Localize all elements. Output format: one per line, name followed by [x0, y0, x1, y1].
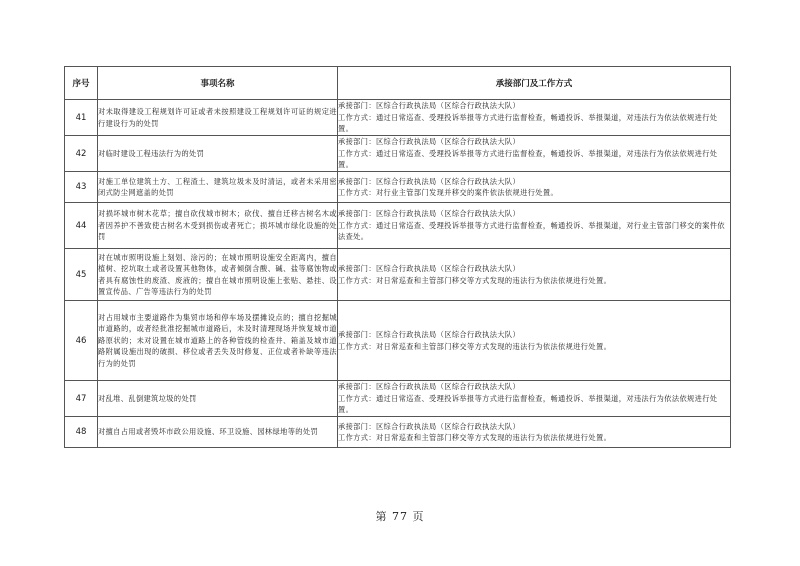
matter-name: 对损坏城市树木花草；擅自砍伐城市树木；砍伐、擅自迁移古树名木或者因养护不善致使古树名木受到损伤或者死亡；损坏城市绿化设施的处罚 — [98, 203, 338, 249]
matter-name: 对在城市照明设施上刻划、涂污的；在城市照明设施安全距离内，擅自植树、挖坑取土或者设置其他物体，或者倾倒含酸、碱、盐等腐蚀物或者具有腐蚀性的废渣、废液的；擅自在城市照明设施上张贴、悬挂、设置宣传品、广告等违法行为的处罚 — [98, 249, 338, 301]
header-num: 序号 — [65, 67, 98, 100]
receiving-department: 承接部门：区综合行政执法局（区综合行政执法大队） — [338, 101, 521, 111]
table-row — [65, 417, 731, 448]
dept-and-method — [338, 203, 731, 249]
working-method: 工作方式：通过日常巡查、受理投诉举报等方式进行监督检查，畅通投诉、举报渠道，对违法行为依法依规进行处置。 — [338, 112, 718, 134]
dept-and-method — [338, 249, 731, 301]
working-method: 工作方式：通过日常巡查、受理投诉举报等方式进行监督检查，畅通投诉、举报渠道，对违法行为依法依规进行处置。 — [338, 148, 718, 170]
matter-name: 对未取得建设工程规划许可证或者未按照建设工程规划许可证的规定进行建设行为的处罚 — [98, 100, 338, 136]
table-row — [65, 249, 731, 301]
matter-name: 对乱堆、乱倒建筑垃圾的处罚 — [98, 381, 338, 417]
receiving-department: 承接部门：区综合行政执法局（区综合行政执法大队） — [338, 382, 521, 392]
row-number: 45 — [65, 249, 98, 301]
working-method: 工作方式：对日常巡查和主管部门移交等方式发现的违法行为依法依规进行处置。 — [338, 275, 612, 285]
receiving-department: 承接部门：区综合行政执法局（区综合行政执法大队） — [338, 209, 521, 219]
receiving-department: 承接部门：区综合行政执法局（区综合行政执法大队） — [338, 176, 521, 186]
matter-name: 对施工单位建筑土方、工程渣土、建筑垃圾未及时清运，或者未采用密闭式防尘网遮盖的处罚 — [98, 172, 338, 203]
header-name: 事项名称 — [98, 67, 338, 100]
dept-and-method — [338, 417, 731, 448]
working-method: 工作方式：对日常巡查和主管部门移交等方式发现的违法行为依法依规进行处置。 — [338, 433, 612, 442]
working-method: 工作方式：通过日常巡查、受理投诉举报等方式进行监督检查，畅通投诉、举报渠道，对违法行为依法依规进行处置。 — [338, 393, 718, 415]
dept-and-method — [338, 381, 731, 417]
receiving-department: 承接部门：区综合行政执法局（区综合行政执法大队） — [338, 137, 521, 147]
dept-and-method — [338, 301, 731, 381]
receiving-department: 承接部门：区综合行政执法局（区综合行政执法大队） — [338, 330, 521, 339]
table-row — [65, 172, 731, 203]
matters-table — [64, 66, 731, 448]
table-row — [65, 301, 731, 381]
working-method: 工作方式：通过日常巡查、受理投诉举报等方式进行监督检查，畅通投诉、举报渠道，对行业主管部门移交的案件依法查处。 — [338, 220, 725, 242]
matter-name: 对临时建设工程违法行为的处罚 — [98, 136, 338, 172]
matter-name: 对占用城市主要道路作为集贸市场和停车场及摆摊设点的；擅自挖掘城市道路的，或者经批准挖掘城市道路后，未及时清理现场并恢复城市道路原状的；未对设置在城市道路上的各种管线的检查井、箱盖及城市道路附属设施出现的破损、移位或者丢失及时修复、正位或者补缺等违法行为的处罚 — [98, 301, 338, 381]
table-row — [65, 203, 731, 249]
row-number: 46 — [65, 301, 98, 381]
matter-name: 对擅自占用或者毁坏市政公用设施、环卫设施、园林绿地等的处罚 — [98, 417, 338, 448]
table-row — [65, 136, 731, 172]
header-dept: 承接部门及工作方式 — [338, 67, 731, 100]
receiving-department: 承接部门：区综合行政执法局（区综合行政执法大队） — [338, 264, 521, 273]
row-number: 48 — [65, 417, 98, 448]
dept-and-method — [338, 136, 731, 172]
dept-and-method — [338, 172, 731, 203]
page-number: 第 77 页 — [375, 510, 425, 523]
dept-and-method — [338, 100, 731, 136]
working-method: 工作方式：对行业主管部门发现并移交的案件依法依规进行处置。 — [338, 188, 559, 197]
table-body — [65, 100, 731, 448]
table-header-row — [65, 67, 731, 100]
row-number: 47 — [65, 381, 98, 417]
row-number: 43 — [65, 172, 98, 203]
row-number: 44 — [65, 203, 98, 249]
receiving-department: 承接部门：区综合行政执法局（区综合行政执法大队） — [338, 421, 521, 431]
table-row — [65, 100, 731, 136]
row-number: 41 — [65, 100, 98, 136]
working-method: 工作方式：对日常巡查和主管部门移交等方式发现的违法行为依法依规进行处置。 — [338, 341, 612, 351]
table-row — [65, 381, 731, 417]
row-number: 42 — [65, 136, 98, 172]
